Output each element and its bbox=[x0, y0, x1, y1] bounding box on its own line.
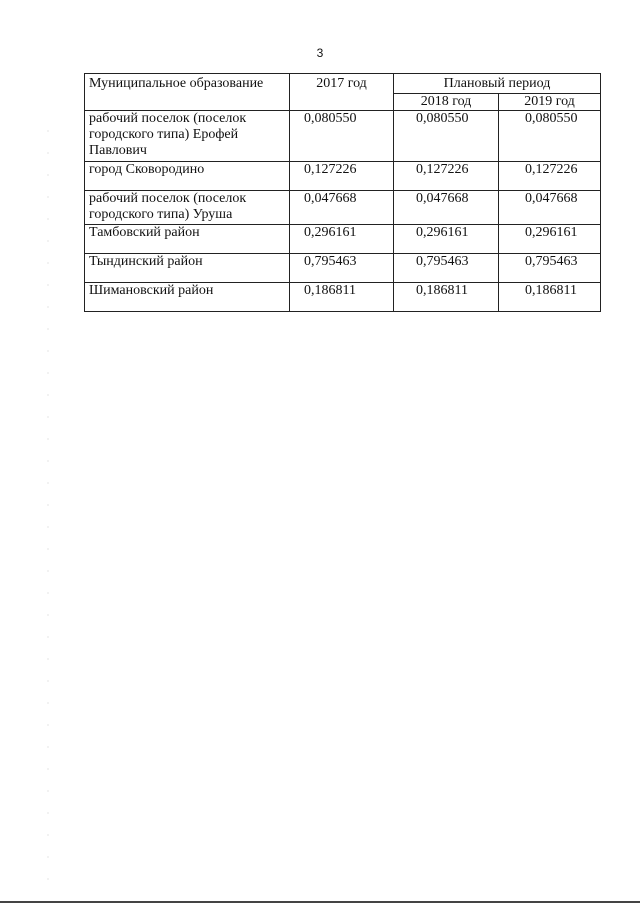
page-number: 3 bbox=[316, 46, 324, 60]
scan-edge-line bbox=[0, 901, 640, 903]
row-value-2019: 0,047668 bbox=[499, 191, 601, 225]
row-value-2017: 0,047668 bbox=[290, 191, 394, 225]
row-name: Тамбовский район bbox=[85, 225, 290, 254]
row-value-2019: 0,080550 bbox=[499, 111, 601, 162]
header-planning-period: Плановый период bbox=[394, 74, 601, 94]
header-2017: 2017 год bbox=[290, 74, 394, 111]
table-row bbox=[85, 162, 601, 191]
municipal-data-table bbox=[84, 73, 601, 312]
row-value-2018: 0,047668 bbox=[394, 191, 499, 225]
row-value-2019: 0,127226 bbox=[499, 162, 601, 191]
row-value-2017: 0,080550 bbox=[290, 111, 394, 162]
row-value-2017: 0,296161 bbox=[290, 225, 394, 254]
row-value-2017: 0,795463 bbox=[290, 254, 394, 283]
row-name: рабочий поселок (поселок городского типа) Ерофей Павлович bbox=[85, 111, 290, 162]
table-header-row bbox=[85, 74, 601, 94]
table-row bbox=[85, 225, 601, 254]
scan-noise bbox=[44, 120, 52, 880]
header-2018: 2018 год bbox=[394, 94, 499, 111]
row-value-2017: 0,186811 bbox=[290, 283, 394, 312]
table-row bbox=[85, 111, 601, 162]
row-value-2018: 0,296161 bbox=[394, 225, 499, 254]
row-value-2018: 0,080550 bbox=[394, 111, 499, 162]
row-name: город Сковородино bbox=[85, 162, 290, 191]
row-name: Тындинский район bbox=[85, 254, 290, 283]
table-row bbox=[85, 254, 601, 283]
row-name: Шимановский район bbox=[85, 283, 290, 312]
row-value-2019: 0,296161 bbox=[499, 225, 601, 254]
row-value-2019: 0,795463 bbox=[499, 254, 601, 283]
header-2019: 2019 год bbox=[499, 94, 601, 111]
row-value-2018: 0,186811 bbox=[394, 283, 499, 312]
row-value-2017: 0,127226 bbox=[290, 162, 394, 191]
row-value-2019: 0,186811 bbox=[499, 283, 601, 312]
header-municipality: Муниципальное образование bbox=[85, 74, 290, 111]
table-row bbox=[85, 191, 601, 225]
row-name: рабочий поселок (поселок городского типа) Уруша bbox=[85, 191, 290, 225]
table-row bbox=[85, 283, 601, 312]
row-value-2018: 0,795463 bbox=[394, 254, 499, 283]
row-value-2018: 0,127226 bbox=[394, 162, 499, 191]
